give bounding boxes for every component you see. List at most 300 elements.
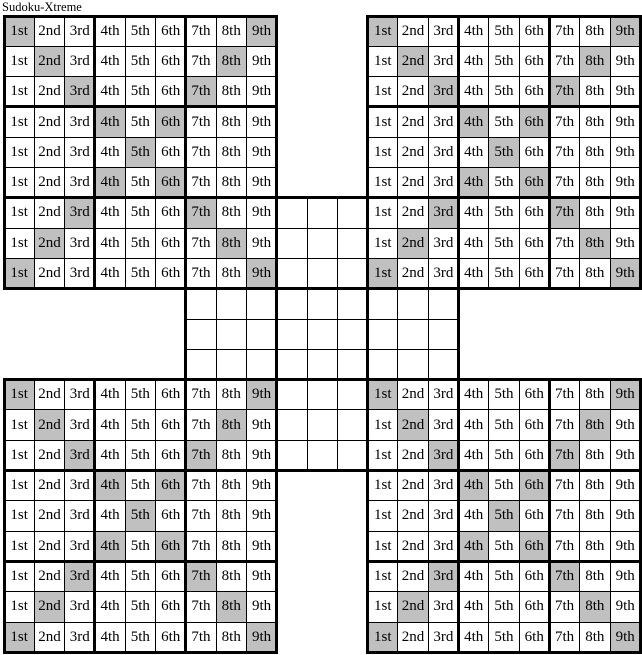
grid-center-cell-r4c7[interactable]: [368, 289, 398, 319]
grid-top-left-cell-r5c2[interactable]: 2nd: [34, 137, 64, 167]
grid-bottom-left-cell-r5c6[interactable]: 6th: [156, 501, 186, 531]
grid-top-left-cell-r5c5[interactable]: 5th: [125, 137, 155, 167]
grid-bottom-left-cell-r7c9[interactable]: 9th: [246, 561, 276, 591]
grid-top-left-cell-r1c4[interactable]: 4th: [95, 16, 125, 46]
grid-top-right-cell-r5c5[interactable]: 5th: [489, 137, 519, 167]
grid-top-left-cell-r9c5[interactable]: 5th: [125, 258, 155, 288]
grid-bottom-left-cell-r3c9[interactable]: 9th: [246, 440, 276, 470]
grid-top-left-cell-r8c7[interactable]: 7th: [186, 228, 216, 258]
grid-top-left-cell-r2c1[interactable]: 1st: [4, 46, 34, 76]
grid-top-right-cell-r5c9[interactable]: 9th: [610, 137, 640, 167]
grid-top-right-cell-r8c7[interactable]: 7th: [549, 228, 579, 258]
grid-top-left-cell-r1c1[interactable]: 1st: [4, 16, 34, 46]
grid-top-left-cell-r2c9[interactable]: 9th: [246, 46, 276, 76]
grid-center-cell-r3c5[interactable]: [307, 258, 337, 288]
grid-top-right-cell-r4c2[interactable]: 2nd: [398, 107, 428, 137]
grid-top-left-cell-r3c4[interactable]: 4th: [95, 77, 125, 107]
grid-top-left-cell-r9c8[interactable]: 8th: [216, 258, 246, 288]
grid-top-left-cell-r2c7[interactable]: 7th: [186, 46, 216, 76]
grid-top-right-cell-r9c4[interactable]: 4th: [459, 258, 489, 288]
grid-top-right-cell-r2c8[interactable]: 8th: [580, 46, 610, 76]
grid-bottom-right-cell-r9c7[interactable]: 7th: [549, 622, 579, 652]
grid-bottom-left-cell-r4c8[interactable]: 8th: [216, 471, 246, 501]
grid-top-right-cell-r5c2[interactable]: 2nd: [398, 137, 428, 167]
grid-bottom-right-cell-r5c8[interactable]: 8th: [580, 501, 610, 531]
grid-top-right-cell-r1c9[interactable]: 9th: [610, 16, 640, 46]
grid-bottom-right-cell-r1c6[interactable]: 6th: [519, 380, 549, 410]
grid-top-right-cell-r7c6[interactable]: 6th: [519, 198, 549, 228]
grid-top-right-cell-r8c5[interactable]: 5th: [489, 228, 519, 258]
grid-bottom-right-cell-r3c9[interactable]: 9th: [610, 440, 640, 470]
grid-top-right-cell-r7c1[interactable]: 1st: [368, 198, 398, 228]
grid-top-right-cell-r9c7[interactable]: 7th: [549, 258, 579, 288]
grid-top-left-cell-r8c6[interactable]: 6th: [156, 228, 186, 258]
grid-top-right-cell-r3c8[interactable]: 8th: [580, 77, 610, 107]
grid-center-cell-r1c4[interactable]: [277, 198, 307, 228]
grid-top-right-cell-r9c6[interactable]: 6th: [519, 258, 549, 288]
grid-bottom-left-cell-r2c3[interactable]: 3rd: [65, 410, 95, 440]
grid-top-right-cell-r5c6[interactable]: 6th: [519, 137, 549, 167]
grid-bottom-left-cell-r3c8[interactable]: 8th: [216, 440, 246, 470]
grid-top-right-cell-r2c7[interactable]: 7th: [549, 46, 579, 76]
grid-bottom-right-cell-r6c8[interactable]: 8th: [580, 531, 610, 561]
grid-bottom-left-cell-r3c2[interactable]: 2nd: [34, 440, 64, 470]
grid-bottom-left-cell-r3c7[interactable]: 7th: [186, 440, 216, 470]
grid-bottom-left-cell-r3c1[interactable]: 1st: [4, 440, 34, 470]
grid-center-cell-r4c6[interactable]: [337, 289, 367, 319]
grid-top-right-cell-r9c3[interactable]: 3rd: [428, 258, 458, 288]
grid-center-cell-r6c3[interactable]: [246, 349, 276, 379]
grid-center-cell-r6c9[interactable]: [428, 349, 458, 379]
grid-bottom-left-cell-r8c6[interactable]: 6th: [156, 592, 186, 622]
grid-top-left-cell-r6c1[interactable]: 1st: [4, 168, 34, 198]
grid-bottom-right-cell-r8c6[interactable]: 6th: [519, 592, 549, 622]
grid-top-left-cell-r9c7[interactable]: 7th: [186, 258, 216, 288]
grid-bottom-right-cell-r6c9[interactable]: 9th: [610, 531, 640, 561]
grid-bottom-right-cell-r5c3[interactable]: 3rd: [428, 501, 458, 531]
grid-bottom-left-cell-r4c3[interactable]: 3rd: [65, 471, 95, 501]
grid-bottom-right-cell-r2c3[interactable]: 3rd: [428, 410, 458, 440]
grid-bottom-right-cell-r5c7[interactable]: 7th: [549, 501, 579, 531]
grid-bottom-left-cell-r8c5[interactable]: 5th: [125, 592, 155, 622]
grid-bottom-left-cell-r6c7[interactable]: 7th: [186, 531, 216, 561]
grid-bottom-right-cell-r8c2[interactable]: 2nd: [398, 592, 428, 622]
grid-center-cell-r6c4[interactable]: [277, 349, 307, 379]
grid-top-right-cell-r2c9[interactable]: 9th: [610, 46, 640, 76]
grid-top-right-cell-r2c6[interactable]: 6th: [519, 46, 549, 76]
grid-bottom-left-cell-r7c1[interactable]: 1st: [4, 561, 34, 591]
grid-bottom-left-cell-r4c2[interactable]: 2nd: [34, 471, 64, 501]
grid-bottom-left-cell-r6c2[interactable]: 2nd: [34, 531, 64, 561]
grid-center-cell-r9c6[interactable]: [337, 440, 367, 470]
grid-bottom-right-cell-r6c4[interactable]: 4th: [459, 531, 489, 561]
grid-bottom-left-cell-r5c5[interactable]: 5th: [125, 501, 155, 531]
grid-bottom-right-cell-r3c7[interactable]: 7th: [549, 440, 579, 470]
grid-top-right-cell-r5c3[interactable]: 3rd: [428, 137, 458, 167]
grid-top-right-cell-r1c8[interactable]: 8th: [580, 16, 610, 46]
grid-bottom-left-cell-r2c2[interactable]: 2nd: [34, 410, 64, 440]
grid-bottom-right-cell-r7c9[interactable]: 9th: [610, 561, 640, 591]
grid-bottom-left-cell-r9c4[interactable]: 4th: [95, 622, 125, 652]
grid-bottom-right-cell-r5c2[interactable]: 2nd: [398, 501, 428, 531]
grid-top-right-cell-r3c6[interactable]: 6th: [519, 77, 549, 107]
grid-bottom-right-cell-r6c3[interactable]: 3rd: [428, 531, 458, 561]
grid-top-right-cell-r4c5[interactable]: 5th: [489, 107, 519, 137]
grid-top-right-cell-r1c6[interactable]: 6th: [519, 16, 549, 46]
grid-top-left-cell-r7c4[interactable]: 4th: [95, 198, 125, 228]
grid-center-cell-r5c2[interactable]: [216, 319, 246, 349]
grid-top-right-cell-r9c2[interactable]: 2nd: [398, 258, 428, 288]
grid-bottom-left-cell-r9c5[interactable]: 5th: [125, 622, 155, 652]
grid-top-left-cell-r4c1[interactable]: 1st: [4, 107, 34, 137]
grid-top-left-cell-r6c7[interactable]: 7th: [186, 168, 216, 198]
grid-bottom-right-cell-r1c7[interactable]: 7th: [549, 380, 579, 410]
grid-bottom-left-cell-r6c6[interactable]: 6th: [156, 531, 186, 561]
grid-top-left-cell-r4c7[interactable]: 7th: [186, 107, 216, 137]
grid-bottom-left-cell-r1c7[interactable]: 7th: [186, 380, 216, 410]
grid-bottom-right-cell-r5c1[interactable]: 1st: [368, 501, 398, 531]
grid-bottom-left-cell-r4c4[interactable]: 4th: [95, 471, 125, 501]
grid-center-cell-r4c5[interactable]: [307, 289, 337, 319]
grid-center-cell-r3c6[interactable]: [337, 258, 367, 288]
grid-bottom-left-cell-r8c2[interactable]: 2nd: [34, 592, 64, 622]
grid-top-right-cell-r4c9[interactable]: 9th: [610, 107, 640, 137]
grid-center-cell-r5c9[interactable]: [428, 319, 458, 349]
grid-top-left-cell-r2c6[interactable]: 6th: [156, 46, 186, 76]
grid-bottom-right-cell-r8c5[interactable]: 5th: [489, 592, 519, 622]
grid-center-cell-r8c4[interactable]: [277, 410, 307, 440]
grid-bottom-right-cell-r1c3[interactable]: 3rd: [428, 380, 458, 410]
grid-top-left-cell-r3c2[interactable]: 2nd: [34, 77, 64, 107]
grid-center-cell-r1c6[interactable]: [337, 198, 367, 228]
grid-bottom-right-cell-r1c9[interactable]: 9th: [610, 380, 640, 410]
grid-top-left-cell-r5c6[interactable]: 6th: [156, 137, 186, 167]
grid-top-left-cell-r7c7[interactable]: 7th: [186, 198, 216, 228]
grid-top-left-cell-r3c9[interactable]: 9th: [246, 77, 276, 107]
grid-center-cell-r6c5[interactable]: [307, 349, 337, 379]
grid-bottom-right-cell-r2c5[interactable]: 5th: [489, 410, 519, 440]
grid-top-right-cell-r6c6[interactable]: 6th: [519, 168, 549, 198]
grid-bottom-right-cell-r1c1[interactable]: 1st: [368, 380, 398, 410]
grid-bottom-left-cell-r4c6[interactable]: 6th: [156, 471, 186, 501]
grid-bottom-right-cell-r7c2[interactable]: 2nd: [398, 561, 428, 591]
grid-bottom-left-cell-r7c8[interactable]: 8th: [216, 561, 246, 591]
grid-top-left-cell-r8c9[interactable]: 9th: [246, 228, 276, 258]
grid-bottom-left-cell-r4c7[interactable]: 7th: [186, 471, 216, 501]
grid-bottom-left-cell-r4c9[interactable]: 9th: [246, 471, 276, 501]
grid-center-cell-r3c4[interactable]: [277, 258, 307, 288]
grid-top-left-cell-r2c2[interactable]: 2nd: [34, 46, 64, 76]
grid-top-right-cell-r3c9[interactable]: 9th: [610, 77, 640, 107]
grid-bottom-right-cell-r5c9[interactable]: 9th: [610, 501, 640, 531]
grid-bottom-right-cell-r3c1[interactable]: 1st: [368, 440, 398, 470]
grid-top-left-cell-r8c5[interactable]: 5th: [125, 228, 155, 258]
grid-top-left-cell-r2c8[interactable]: 8th: [216, 46, 246, 76]
grid-center-cell-r5c6[interactable]: [337, 319, 367, 349]
grid-top-right-cell-r2c5[interactable]: 5th: [489, 46, 519, 76]
grid-bottom-right-cell-r4c4[interactable]: 4th: [459, 471, 489, 501]
grid-top-right-cell-r8c1[interactable]: 1st: [368, 228, 398, 258]
grid-top-right-cell-r2c4[interactable]: 4th: [459, 46, 489, 76]
grid-top-left-cell-r1c7[interactable]: 7th: [186, 16, 216, 46]
grid-top-right-cell-r8c9[interactable]: 9th: [610, 228, 640, 258]
grid-bottom-left-cell-r6c3[interactable]: 3rd: [65, 531, 95, 561]
grid-center-cell-r4c4[interactable]: [277, 289, 307, 319]
grid-top-right-cell-r7c9[interactable]: 9th: [610, 198, 640, 228]
grid-bottom-left-cell-r2c4[interactable]: 4th: [95, 410, 125, 440]
grid-top-right-cell-r4c6[interactable]: 6th: [519, 107, 549, 137]
grid-top-right-cell-r4c3[interactable]: 3rd: [428, 107, 458, 137]
grid-top-right-cell-r9c1[interactable]: 1st: [368, 258, 398, 288]
grid-bottom-right-cell-r8c4[interactable]: 4th: [459, 592, 489, 622]
grid-top-left-cell-r4c2[interactable]: 2nd: [34, 107, 64, 137]
grid-bottom-right-cell-r2c2[interactable]: 2nd: [398, 410, 428, 440]
grid-bottom-left-cell-r1c1[interactable]: 1st: [4, 380, 34, 410]
grid-center-cell-r5c1[interactable]: [186, 319, 216, 349]
grid-bottom-right-cell-r2c9[interactable]: 9th: [610, 410, 640, 440]
grid-bottom-right-cell-r2c1[interactable]: 1st: [368, 410, 398, 440]
grid-top-right-cell-r4c4[interactable]: 4th: [459, 107, 489, 137]
grid-bottom-right-cell-r6c7[interactable]: 7th: [549, 531, 579, 561]
grid-bottom-right-cell-r7c3[interactable]: 3rd: [428, 561, 458, 591]
grid-top-left-cell-r7c6[interactable]: 6th: [156, 198, 186, 228]
grid-bottom-left-cell-r1c2[interactable]: 2nd: [34, 380, 64, 410]
grid-bottom-right-cell-r3c6[interactable]: 6th: [519, 440, 549, 470]
grid-top-left-cell-r7c3[interactable]: 3rd: [65, 198, 95, 228]
grid-bottom-left-cell-r5c2[interactable]: 2nd: [34, 501, 64, 531]
grid-top-left-cell-r7c9[interactable]: 9th: [246, 198, 276, 228]
grid-top-left-cell-r1c6[interactable]: 6th: [156, 16, 186, 46]
grid-bottom-left-cell-r7c4[interactable]: 4th: [95, 561, 125, 591]
grid-bottom-right-cell-r5c4[interactable]: 4th: [459, 501, 489, 531]
grid-top-left-cell-r3c5[interactable]: 5th: [125, 77, 155, 107]
grid-bottom-right-cell-r1c2[interactable]: 2nd: [398, 380, 428, 410]
grid-bottom-left-cell-r5c4[interactable]: 4th: [95, 501, 125, 531]
grid-bottom-left-cell-r7c3[interactable]: 3rd: [65, 561, 95, 591]
grid-bottom-left-cell-r3c6[interactable]: 6th: [156, 440, 186, 470]
grid-top-right-cell-r2c3[interactable]: 3rd: [428, 46, 458, 76]
grid-bottom-right-cell-r9c5[interactable]: 5th: [489, 622, 519, 652]
grid-top-left-cell-r9c3[interactable]: 3rd: [65, 258, 95, 288]
grid-center-cell-r4c3[interactable]: [246, 289, 276, 319]
grid-top-left-cell-r2c3[interactable]: 3rd: [65, 46, 95, 76]
grid-center-cell-r7c4[interactable]: [277, 380, 307, 410]
grid-top-right-cell-r3c2[interactable]: 2nd: [398, 77, 428, 107]
grid-top-right-cell-r9c8[interactable]: 8th: [580, 258, 610, 288]
grid-top-right-cell-r7c8[interactable]: 8th: [580, 198, 610, 228]
grid-bottom-left-cell-r1c6[interactable]: 6th: [156, 380, 186, 410]
grid-bottom-right-cell-r8c1[interactable]: 1st: [368, 592, 398, 622]
grid-bottom-right-cell-r5c5[interactable]: 5th: [489, 501, 519, 531]
grid-bottom-left-cell-r9c6[interactable]: 6th: [156, 622, 186, 652]
grid-center-cell-r6c2[interactable]: [216, 349, 246, 379]
grid-top-left-cell-r2c4[interactable]: 4th: [95, 46, 125, 76]
grid-bottom-left-cell-r5c1[interactable]: 1st: [4, 501, 34, 531]
grid-bottom-right-cell-r6c5[interactable]: 5th: [489, 531, 519, 561]
grid-top-left-cell-r5c1[interactable]: 1st: [4, 137, 34, 167]
grid-top-left-cell-r3c8[interactable]: 8th: [216, 77, 246, 107]
grid-top-left-cell-r5c3[interactable]: 3rd: [65, 137, 95, 167]
grid-bottom-right-cell-r4c6[interactable]: 6th: [519, 471, 549, 501]
grid-center-cell-r8c6[interactable]: [337, 410, 367, 440]
grid-bottom-right-cell-r1c4[interactable]: 4th: [459, 380, 489, 410]
grid-top-right-cell-r6c5[interactable]: 5th: [489, 168, 519, 198]
grid-bottom-left-cell-r4c5[interactable]: 5th: [125, 471, 155, 501]
grid-bottom-left-cell-r6c4[interactable]: 4th: [95, 531, 125, 561]
grid-top-left-cell-r6c4[interactable]: 4th: [95, 168, 125, 198]
grid-top-left-cell-r4c3[interactable]: 3rd: [65, 107, 95, 137]
grid-top-right-cell-r4c8[interactable]: 8th: [580, 107, 610, 137]
grid-bottom-left-cell-r9c1[interactable]: 1st: [4, 622, 34, 652]
grid-bottom-right-cell-r4c3[interactable]: 3rd: [428, 471, 458, 501]
grid-bottom-left-cell-r6c9[interactable]: 9th: [246, 531, 276, 561]
grid-top-left-cell-r6c3[interactable]: 3rd: [65, 168, 95, 198]
grid-top-right-cell-r3c4[interactable]: 4th: [459, 77, 489, 107]
grid-center-cell-r5c4[interactable]: [277, 319, 307, 349]
grid-bottom-right-cell-r1c8[interactable]: 8th: [580, 380, 610, 410]
grid-bottom-right-cell-r6c1[interactable]: 1st: [368, 531, 398, 561]
grid-center-cell-r2c6[interactable]: [337, 228, 367, 258]
grid-top-left-cell-r8c4[interactable]: 4th: [95, 228, 125, 258]
grid-top-right-cell-r3c5[interactable]: 5th: [489, 77, 519, 107]
grid-bottom-left-cell-r8c9[interactable]: 9th: [246, 592, 276, 622]
grid-bottom-left-cell-r1c4[interactable]: 4th: [95, 380, 125, 410]
grid-bottom-left-cell-r5c8[interactable]: 8th: [216, 501, 246, 531]
grid-bottom-left-cell-r5c3[interactable]: 3rd: [65, 501, 95, 531]
grid-top-right-cell-r6c7[interactable]: 7th: [549, 168, 579, 198]
grid-bottom-left-cell-r2c1[interactable]: 1st: [4, 410, 34, 440]
grid-top-right-cell-r1c4[interactable]: 4th: [459, 16, 489, 46]
grid-top-right-cell-r7c4[interactable]: 4th: [459, 198, 489, 228]
grid-top-left-cell-r1c5[interactable]: 5th: [125, 16, 155, 46]
grid-top-left-cell-r8c3[interactable]: 3rd: [65, 228, 95, 258]
grid-top-left-cell-r4c8[interactable]: 8th: [216, 107, 246, 137]
grid-top-right-cell-r1c2[interactable]: 2nd: [398, 16, 428, 46]
grid-top-right-cell-r4c7[interactable]: 7th: [549, 107, 579, 137]
grid-bottom-right-cell-r2c4[interactable]: 4th: [459, 410, 489, 440]
grid-bottom-right-cell-r4c9[interactable]: 9th: [610, 471, 640, 501]
grid-top-left-cell-r8c2[interactable]: 2nd: [34, 228, 64, 258]
grid-bottom-left-cell-r5c7[interactable]: 7th: [186, 501, 216, 531]
grid-bottom-right-cell-r6c6[interactable]: 6th: [519, 531, 549, 561]
grid-top-right-cell-r6c8[interactable]: 8th: [580, 168, 610, 198]
grid-top-left-cell-r6c8[interactable]: 8th: [216, 168, 246, 198]
grid-center-cell-r2c5[interactable]: [307, 228, 337, 258]
grid-bottom-right-cell-r7c1[interactable]: 1st: [368, 561, 398, 591]
grid-top-left-cell-r5c7[interactable]: 7th: [186, 137, 216, 167]
grid-top-right-cell-r2c2[interactable]: 2nd: [398, 46, 428, 76]
grid-top-left-cell-r9c6[interactable]: 6th: [156, 258, 186, 288]
grid-top-left-cell-r4c4[interactable]: 4th: [95, 107, 125, 137]
grid-top-right-cell-r1c1[interactable]: 1st: [368, 16, 398, 46]
grid-bottom-left-cell-r2c9[interactable]: 9th: [246, 410, 276, 440]
grid-bottom-left-cell-r6c5[interactable]: 5th: [125, 531, 155, 561]
grid-center-cell-r4c1[interactable]: [186, 289, 216, 319]
grid-top-right-cell-r6c9[interactable]: 9th: [610, 168, 640, 198]
grid-bottom-left-cell-r2c7[interactable]: 7th: [186, 410, 216, 440]
grid-bottom-left-cell-r1c8[interactable]: 8th: [216, 380, 246, 410]
grid-top-left-cell-r3c6[interactable]: 6th: [156, 77, 186, 107]
grid-top-right-cell-r6c4[interactable]: 4th: [459, 168, 489, 198]
grid-top-right-cell-r8c6[interactable]: 6th: [519, 228, 549, 258]
grid-bottom-right-cell-r4c8[interactable]: 8th: [580, 471, 610, 501]
grid-top-right-cell-r6c2[interactable]: 2nd: [398, 168, 428, 198]
grid-top-left-cell-r9c4[interactable]: 4th: [95, 258, 125, 288]
grid-top-right-cell-r5c4[interactable]: 4th: [459, 137, 489, 167]
grid-top-right-cell-r5c1[interactable]: 1st: [368, 137, 398, 167]
grid-bottom-left-cell-r3c4[interactable]: 4th: [95, 440, 125, 470]
grid-center-cell-r7c6[interactable]: [337, 380, 367, 410]
grid-bottom-left-cell-r9c2[interactable]: 2nd: [34, 622, 64, 652]
grid-top-left-cell-r7c1[interactable]: 1st: [4, 198, 34, 228]
grid-bottom-left-cell-r7c2[interactable]: 2nd: [34, 561, 64, 591]
grid-top-right-cell-r8c2[interactable]: 2nd: [398, 228, 428, 258]
grid-center-cell-r6c6[interactable]: [337, 349, 367, 379]
grid-bottom-left-cell-r2c8[interactable]: 8th: [216, 410, 246, 440]
grid-top-right-cell-r7c5[interactable]: 5th: [489, 198, 519, 228]
grid-top-left-cell-r9c2[interactable]: 2nd: [34, 258, 64, 288]
grid-bottom-right-cell-r1c5[interactable]: 5th: [489, 380, 519, 410]
grid-bottom-right-cell-r3c4[interactable]: 4th: [459, 440, 489, 470]
grid-top-left-cell-r3c1[interactable]: 1st: [4, 77, 34, 107]
grid-top-right-cell-r7c7[interactable]: 7th: [549, 198, 579, 228]
grid-bottom-left-cell-r8c3[interactable]: 3rd: [65, 592, 95, 622]
grid-center-cell-r8c5[interactable]: [307, 410, 337, 440]
grid-center-cell-r4c8[interactable]: [398, 289, 428, 319]
grid-top-left-cell-r8c8[interactable]: 8th: [216, 228, 246, 258]
grid-bottom-right-cell-r9c4[interactable]: 4th: [459, 622, 489, 652]
grid-bottom-left-cell-r6c8[interactable]: 8th: [216, 531, 246, 561]
grid-top-left-cell-r1c9[interactable]: 9th: [246, 16, 276, 46]
grid-bottom-right-cell-r9c9[interactable]: 9th: [610, 622, 640, 652]
grid-bottom-right-cell-r8c9[interactable]: 9th: [610, 592, 640, 622]
grid-top-left-cell-r4c5[interactable]: 5th: [125, 107, 155, 137]
grid-bottom-right-cell-r9c6[interactable]: 6th: [519, 622, 549, 652]
grid-top-right-cell-r7c2[interactable]: 2nd: [398, 198, 428, 228]
grid-bottom-right-cell-r8c7[interactable]: 7th: [549, 592, 579, 622]
grid-center-cell-r7c5[interactable]: [307, 380, 337, 410]
grid-bottom-right-cell-r3c2[interactable]: 2nd: [398, 440, 428, 470]
grid-top-left-cell-r1c3[interactable]: 3rd: [65, 16, 95, 46]
grid-bottom-left-cell-r8c7[interactable]: 7th: [186, 592, 216, 622]
grid-center-cell-r5c7[interactable]: [368, 319, 398, 349]
grid-top-left-cell-r6c6[interactable]: 6th: [156, 168, 186, 198]
grid-bottom-left-cell-r1c9[interactable]: 9th: [246, 380, 276, 410]
grid-top-left-cell-r5c9[interactable]: 9th: [246, 137, 276, 167]
grid-bottom-right-cell-r8c3[interactable]: 3rd: [428, 592, 458, 622]
grid-bottom-left-cell-r5c9[interactable]: 9th: [246, 501, 276, 531]
grid-top-left-cell-r2c5[interactable]: 5th: [125, 46, 155, 76]
grid-bottom-right-cell-r7c7[interactable]: 7th: [549, 561, 579, 591]
grid-top-left-cell-r9c1[interactable]: 1st: [4, 258, 34, 288]
grid-top-right-cell-r3c3[interactable]: 3rd: [428, 77, 458, 107]
grid-top-left-cell-r1c8[interactable]: 8th: [216, 16, 246, 46]
grid-center-cell-r4c9[interactable]: [428, 289, 458, 319]
grid-top-left-cell-r5c4[interactable]: 4th: [95, 137, 125, 167]
grid-top-left-cell-r1c2[interactable]: 2nd: [34, 16, 64, 46]
grid-bottom-left-cell-r2c5[interactable]: 5th: [125, 410, 155, 440]
grid-bottom-left-cell-r3c5[interactable]: 5th: [125, 440, 155, 470]
grid-bottom-right-cell-r4c7[interactable]: 7th: [549, 471, 579, 501]
grid-center-cell-r5c8[interactable]: [398, 319, 428, 349]
grid-top-left-cell-r7c8[interactable]: 8th: [216, 198, 246, 228]
grid-bottom-right-cell-r9c3[interactable]: 3rd: [428, 622, 458, 652]
grid-top-left-cell-r8c1[interactable]: 1st: [4, 228, 34, 258]
grid-top-right-cell-r9c5[interactable]: 5th: [489, 258, 519, 288]
grid-top-left-cell-r6c9[interactable]: 9th: [246, 168, 276, 198]
grid-center-cell-r6c1[interactable]: [186, 349, 216, 379]
grid-center-cell-r5c5[interactable]: [307, 319, 337, 349]
